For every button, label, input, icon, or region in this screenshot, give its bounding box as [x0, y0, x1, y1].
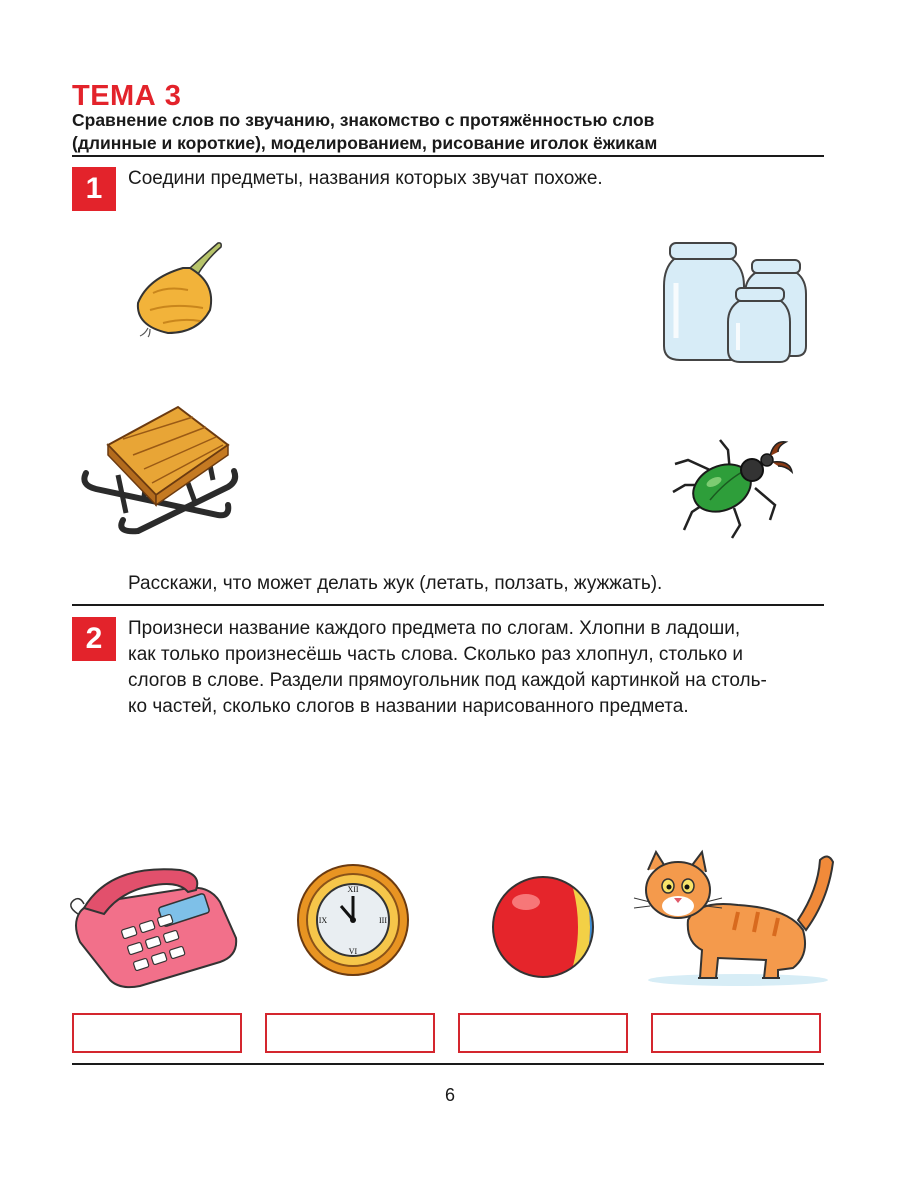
svg-text:III: III — [379, 916, 387, 925]
subtitle-line-2: (длинные и короткие), моделированием, рисование иголок ёжикам — [72, 133, 658, 153]
syllable-box-ball[interactable] — [458, 1013, 628, 1053]
task-1-followup: Расскажи, что может делать жук (летать, ползать, жужжать). — [128, 573, 663, 594]
task-2-line-2: как только произнесёшь часть слова. Сколько раз хлопнул, столько и — [128, 644, 744, 665]
ball-picture — [488, 872, 598, 982]
header-divider — [72, 155, 824, 157]
cat-picture — [628, 850, 846, 990]
svg-text:XII: XII — [347, 885, 359, 894]
task-2-line-4: ко частей, сколько слогов в названии нарисованного предмета. — [128, 696, 689, 717]
clock-picture — [295, 862, 411, 978]
theme-title: ТЕМА 3 — [72, 80, 182, 112]
task-1-number: 1 — [72, 167, 116, 211]
sled-picture — [78, 405, 238, 535]
svg-text:IX: IX — [318, 916, 328, 925]
task-2-number: 2 — [72, 617, 116, 661]
page-number: 6 — [444, 1085, 455, 1105]
footer-divider — [72, 1063, 824, 1065]
telephone-picture — [70, 862, 242, 992]
syllable-box-telephone[interactable] — [72, 1013, 242, 1053]
jars-picture — [660, 238, 810, 366]
onion-picture — [128, 238, 228, 338]
beetle-picture — [670, 430, 800, 540]
syllable-box-cat[interactable] — [651, 1013, 821, 1053]
task-2-instruction — [128, 616, 824, 720]
task-2-line-3: слогов в слове. Раздели прямоугольник под каждой картинкой на столь- — [128, 670, 767, 691]
syllable-box-clock[interactable] — [265, 1013, 435, 1053]
task-1-divider — [72, 604, 824, 606]
theme-subtitle — [72, 109, 824, 155]
svg-text:VI: VI — [348, 947, 358, 956]
subtitle-line-1: Сравнение слов по звучанию, знакомство с протяжённостью слов — [72, 110, 655, 130]
task-2-line-1: Произнеси название каждого предмета по слогам. Хлопни в ладоши, — [128, 618, 741, 639]
task-1-instruction: Соедини предметы, названия которых звучат похоже. — [128, 168, 603, 189]
